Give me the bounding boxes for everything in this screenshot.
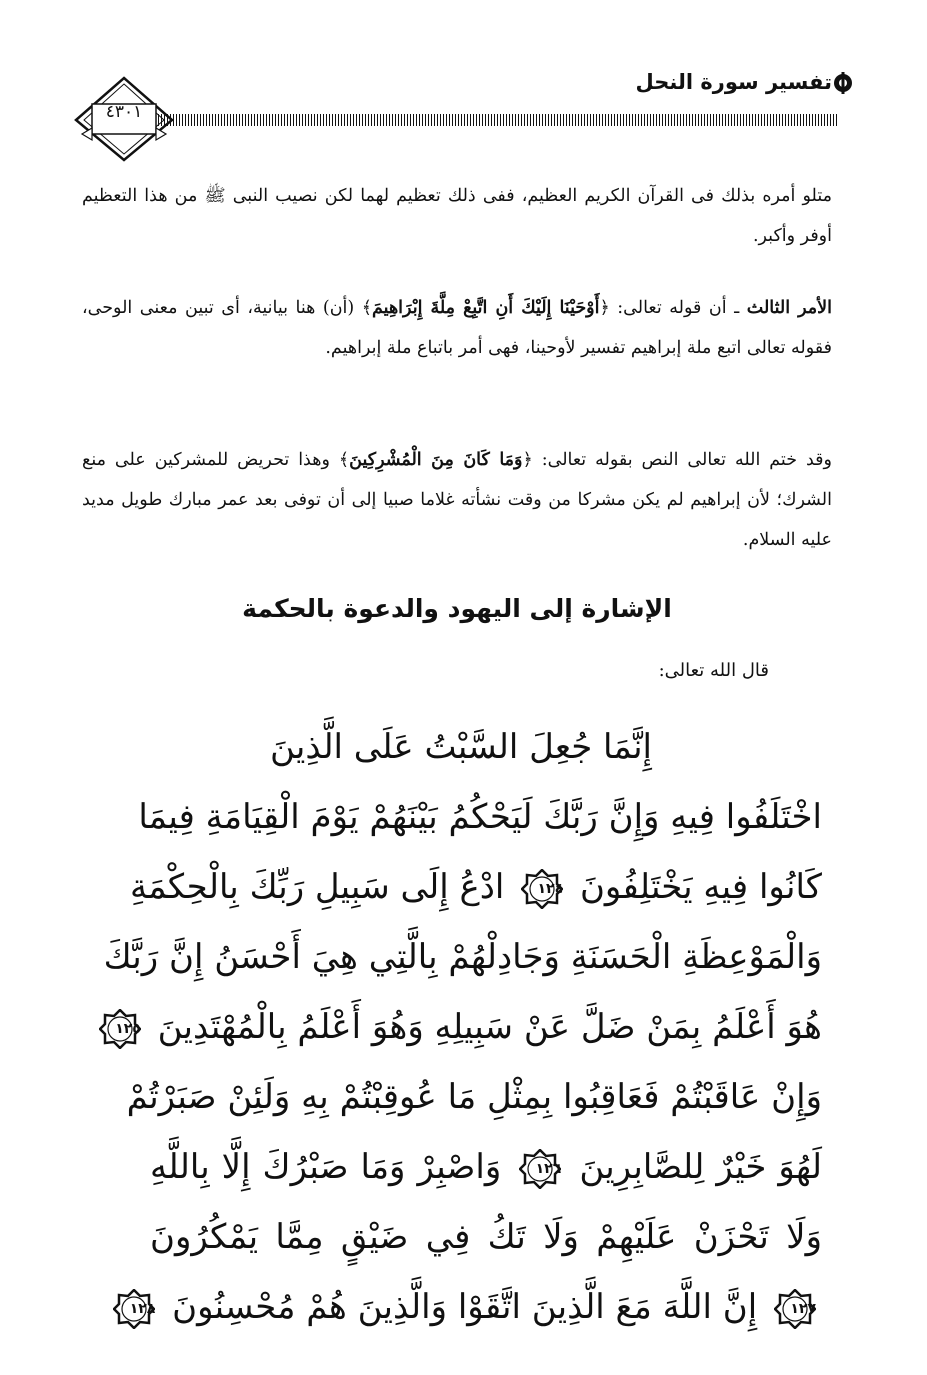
quran-bracket-close: ﴾ [338,450,350,470]
verse-number: ١٢٥ [115,1021,141,1037]
verse-number-marker [113,1289,155,1329]
section-title: الإشارة إلى اليهود والدعوة بالحكمة [242,594,672,623]
paragraph-text: وهذا تحريض للمشركين على منع الشرك؛ لأن إبراهيم لم يكن مشركا من وقت نشأته غلاما صبيا إلى أن توفى بعد عمر مبارك طويل مديد عليه السلام. [82,450,832,550]
verse-number-marker [99,1009,141,1049]
quran-line [150,1132,822,1202]
quran-bracket-open: ﴿ [599,298,610,318]
quran-text: كَانُوا فِيهِ يَخْتَلِفُونَ [579,867,822,907]
quran-line [138,782,822,852]
quran-line [129,852,822,922]
verse-number-marker [521,869,563,909]
paragraph-3 [82,440,832,560]
quran-text: إِنَّمَا جُعِلَ السَّبْتُ عَلَى الَّذِينَ [270,727,652,767]
paragraph-text: ـ أن قوله تعالى: [609,298,747,318]
quran-text: وَلَا تَحْزَنْ عَلَيْهِمْ وَلَا تَكُ فِي ضَيْقٍ مِمَّا يَمْكُرُونَ [150,1217,822,1257]
quran-text: لَهُوَ خَيْرٌ لِلصَّابِرِينَ [579,1147,823,1187]
paragraph-2 [82,288,832,368]
paragraph-lead: الأمر الثالث [746,298,833,318]
quran-line [103,922,822,992]
quran-line [129,1272,822,1342]
quran-line [126,1062,822,1132]
paragraph-1: متلو أمره بذلك فى القرآن الكريم العظيم، ففى ذلك تعظيم لهما لكن نصيب النبى ﷺ من هذا التعظيم أوفر وأكبر. [82,186,832,246]
inline-ayah: أَوْحَيْنَا إِلَيْكَ أَنِ اتَّبِعْ مِلَّةَ إِبْرَاهِيمَ [372,298,600,318]
quran-line [115,992,822,1062]
quran-text: وَإِنْ عَاقَبْتُمْ فَعَاقِبُوا بِمِثْلِ مَا عُوقِبْتُمْ بِهِ وَلَئِنْ صَبَرْتُمْ [126,1077,822,1117]
quran-bracket-open: ﴿ [522,450,533,470]
verse-number: ١٢٤ [537,881,564,897]
paragraph-text: (أن) هنا بيانية، أى تبين معنى الوحى، فقوله تعالى اتبع ملة إبراهيم تفسير لأوحينا، فهى أمر باتباع ملة إبراهيم. [82,298,832,358]
ornament-icon [832,72,854,94]
quran-text: اخْتَلَفُوا فِيهِ وَإِنَّ رَبَّكَ لَيَحْكُمُ بَيْنَهُمْ يَوْمَ الْقِيَامَةِ فِيمَا [138,797,822,837]
header-rule [158,114,839,126]
page-number: ٤٣٠١ [105,102,143,122]
verse-number: ١٢٦ [535,1161,562,1177]
quran-text: هُوَ أَعْلَمُ بِمَنْ ضَلَّ عَنْ سَبِيلِهِ وَهُوَ أَعْلَمُ بِالْمُهْتَدِينَ [157,1007,822,1047]
paragraph-text: وقد ختم الله تعالى النص بقوله تعالى: [532,450,832,470]
inline-ayah: وَمَا كَانَ مِنَ الْمُشْرِكِينَ [349,450,523,470]
quran-line [150,712,822,782]
quran-text: إِنَّ اللَّهَ مَعَ الَّذِينَ اتَّقَوْا وَالَّذِينَ هُمْ مُحْسِنُونَ [172,1287,758,1327]
verse-number-marker [519,1149,561,1189]
quran-bracket-close: ﴾ [361,298,373,318]
verse-number: ١٢٨ [129,1301,156,1317]
verse-number-marker [774,1289,816,1329]
quran-line [150,1202,822,1272]
quran-block [103,712,823,1342]
quran-text: ادْعُ إِلَى سَبِيلِ رَبِّكَ بِالْحِكْمَةِ [129,867,505,907]
quote-intro: قال الله تعالى: [658,660,769,681]
verse-number: ١٢٧ [790,1301,816,1317]
running-head: تفسير سورة النحل [635,70,832,94]
quran-text: وَالْمَوْعِظَةِ الْحَسَنَةِ وَجَادِلْهُمْ بِالَّتِي هِيَ أَحْسَنُ إِنَّ رَبَّكَ [103,937,822,977]
quran-text: وَاصْبِرْ وَمَا صَبْرُكَ إِلَّا بِاللَّهِ [150,1147,502,1187]
